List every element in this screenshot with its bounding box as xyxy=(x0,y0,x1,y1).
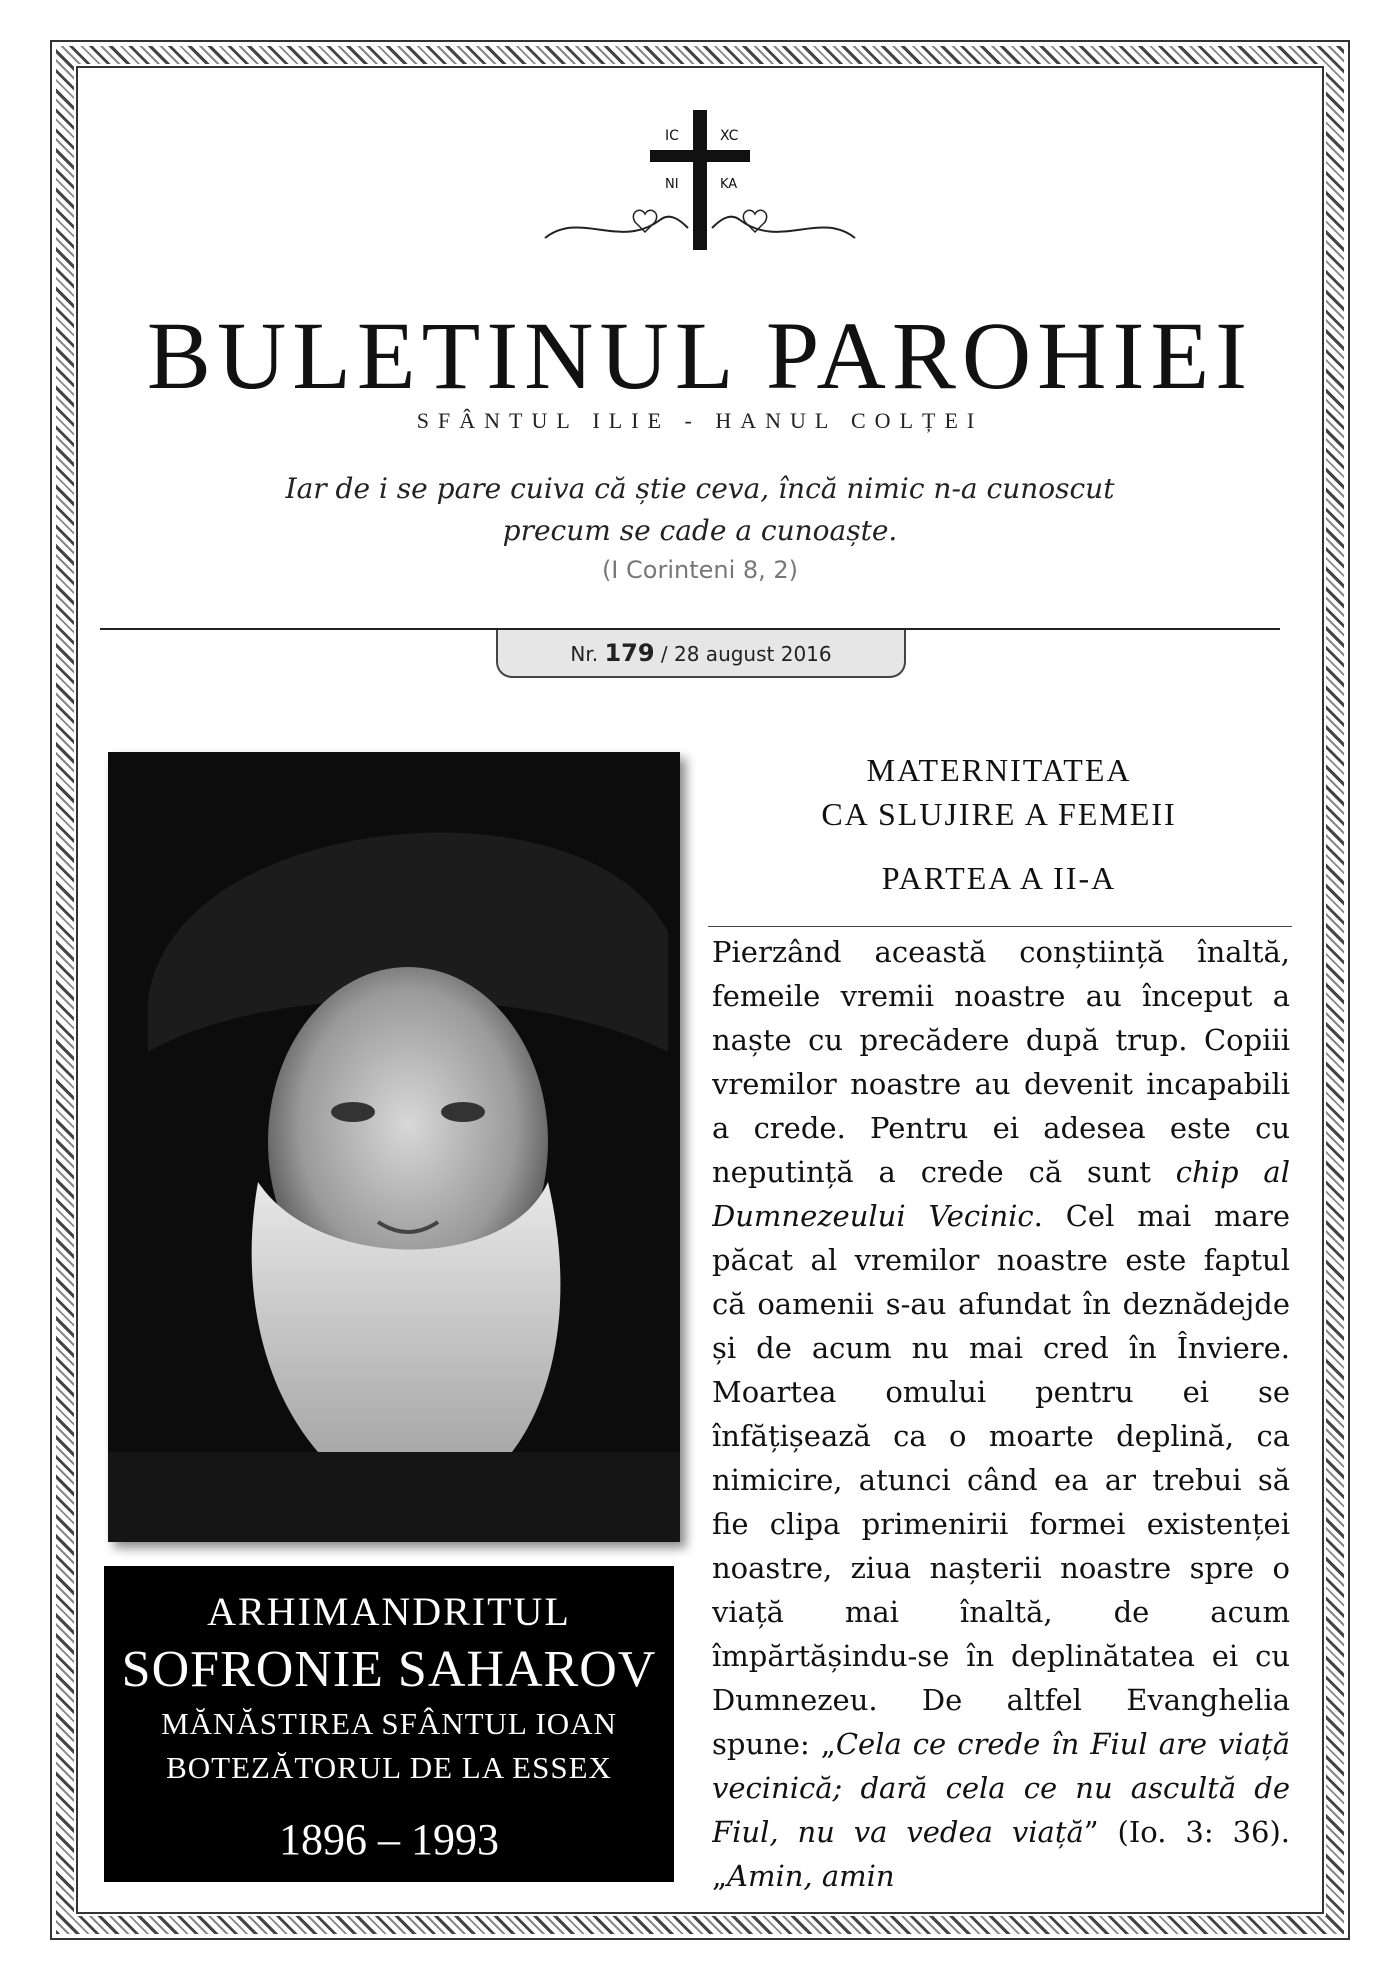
article-part: PARTEA A II-A xyxy=(881,860,1117,896)
issue-prefix: Nr. xyxy=(570,642,599,666)
issue-info-tab xyxy=(496,630,906,678)
caption-monastery-line1: MĂNĂSTIREA SFÂNTUL IOAN xyxy=(161,1706,617,1741)
article-title-line2: CA SLUJIRE A FEMEII xyxy=(821,796,1177,832)
article-italic-3: Amin, amin xyxy=(727,1859,895,1893)
caption-monastery-line2: BOTEZĂTORUL DE LA ESSEX xyxy=(166,1750,612,1785)
cross-letters-tl: IC xyxy=(665,128,679,144)
orthodox-cross-emblem xyxy=(540,110,860,260)
flourish-left-icon xyxy=(545,217,688,238)
article-body xyxy=(712,930,1290,1900)
flourish-right-icon xyxy=(712,217,855,238)
issue-date: / 28 august 2016 xyxy=(660,642,832,666)
caption-name: SOFRONIE SAHAROV xyxy=(121,1641,657,1698)
cross-horizontal-bar xyxy=(650,150,750,162)
portrait-illustration xyxy=(108,752,680,1542)
portrait-caption xyxy=(104,1566,674,1882)
caption-rank: ARHIMANDRITUL xyxy=(207,1589,571,1634)
cross-letters-br: KA xyxy=(720,177,738,192)
cross-letters-tr: XC xyxy=(720,128,739,144)
caption-years: 1896 – 1993 xyxy=(279,1815,499,1864)
scripture-quote: Iar de i se pare cuiva că știe ceva, încă nimic n-a cunoscut precum se cade a cunoaște. xyxy=(285,472,1115,547)
portrait-photo xyxy=(108,752,680,1542)
cross-vertical-bar xyxy=(693,110,707,250)
article-title-line1: MATERNITATEA xyxy=(866,752,1132,788)
article-text-2: . Cel mai mare păcat al vremilor noastre este faptul că oamenii s-au afundat în deznădejde și de acum nu mai cred în Înviere. Moartea omului pentru ei se înfățișează ca o moarte deplină, ca nimicire, atunci când ea ar trebui să fie clipa primenirii formei existenței noastre, ziua nașterii noastre spre o viață mai înaltă, de acum împărtășindu-se în deplinătatea ei cu Dumnezeu. De altfel Evanghelia spune: „ xyxy=(712,1199,1290,1761)
cross-letters-bl: NI xyxy=(665,177,679,192)
issue-number: 179 xyxy=(604,639,655,667)
scripture-reference: (I Corinteni 8, 2) xyxy=(601,556,799,584)
article-text-3: ” (Io. 3: 36). „ xyxy=(712,1815,1290,1893)
newsletter-title: BULETINUL PAROHIEI xyxy=(146,302,1254,409)
newsletter-subtitle: SFÂNTUL ILIE - HANUL COLȚEI xyxy=(416,408,984,433)
article-italic-2: Cela ce crede în Fiul are viață vecinică; dară cela ce nu ascultă de Fiul, nu va vedea viață xyxy=(712,1727,1290,1849)
article-title xyxy=(704,748,1294,836)
article-divider xyxy=(708,926,1292,927)
article-italic-1: chip al Dumnezeului Vecinic xyxy=(712,1155,1290,1233)
article-text-1: Pierzând această conștiință înaltă, femeile vremii noastre au început a naște cu precădere după trup. Copiii vremilor noastre au devenit incapabili a crede. Pentru ei adesea este cu neputință a crede că sunt xyxy=(712,935,1290,1189)
